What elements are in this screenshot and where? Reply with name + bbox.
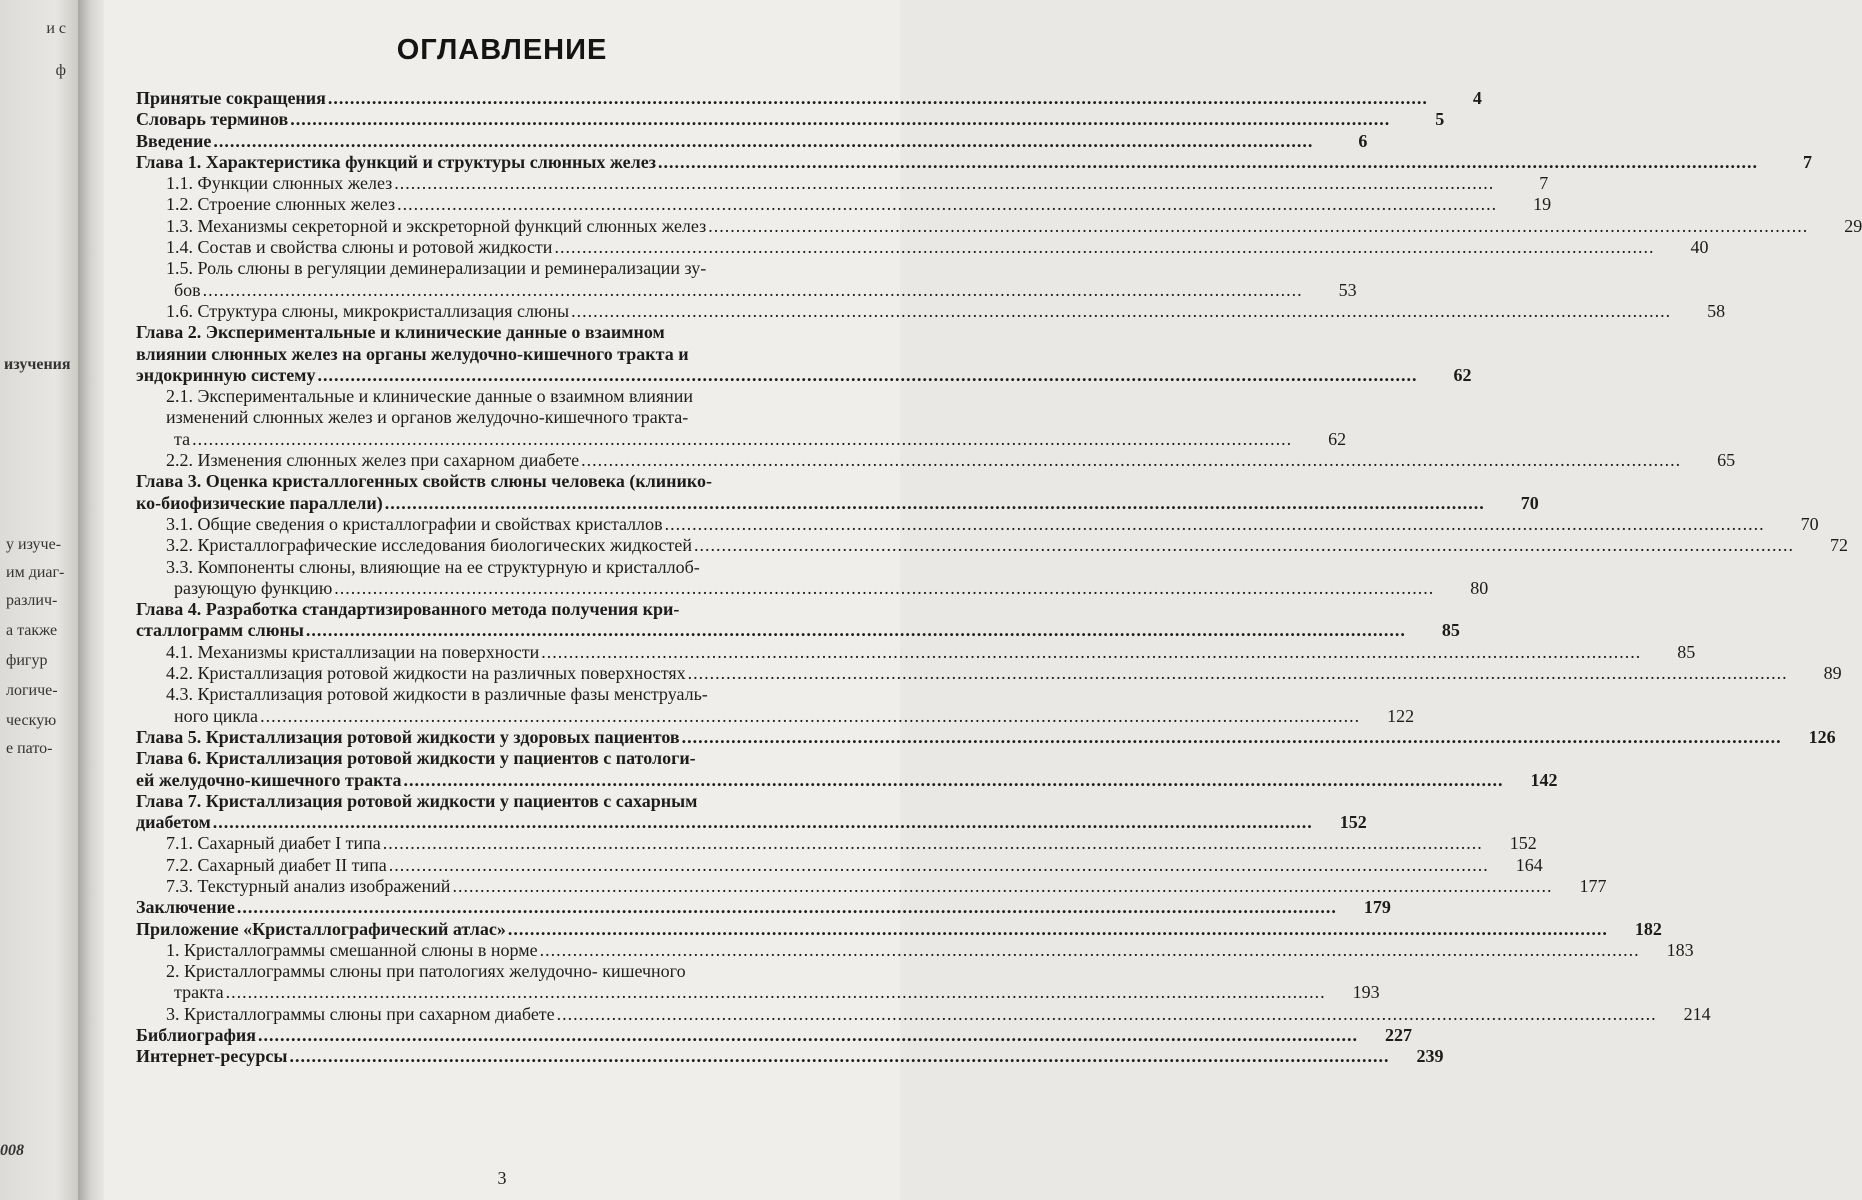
toc-leader-dots: ........................................................................................................................................................................................................ [212,812,1313,833]
toc-entry-title-line: Глава 3. Оценка кристаллогенных свойств слюны человека (клинико- [136,471,713,492]
toc-leader-dots: ........................................................................................................................................................................................................ [192,428,1293,449]
toc-section-entry [136,939,1694,961]
toc-entry-page: 80 [1470,577,1489,598]
toc-section-entry [136,684,1415,727]
toc-entry-title-line: влиянии слюнных желез на органы желудочно-кишечного тракта и [136,343,689,364]
toc-entry-page: 183 [1666,939,1694,960]
toc-leader-dots: ........................................................................................................................................................................................................ [539,939,1640,960]
toc-entry-page: 214 [1683,1003,1711,1024]
toc-leader-dots: ........................................................................................................................................................................................................ [694,535,1795,556]
toc-chapter-entry [136,918,1662,940]
toc-leader-dots: ........................................................................................................................................................................................................ [289,1046,1390,1067]
toc-entry-page: 19 [1533,194,1552,215]
toc-leader-dots: ........................................................................................................................................................................................................ [334,577,1435,598]
toc-section-entry [136,513,1819,535]
left-page-fragment: у изуче- [6,536,62,553]
toc-entry-title: 4.2. Кристаллизация ротовой жидкости на различных поверхностях [166,663,686,684]
toc-entry-title: 2.2. Изменения слюнных желез при сахарном диабете [166,450,580,471]
toc-leader-dots: ........................................................................................................................................................................................................ [452,875,1553,896]
toc-section-entry [136,300,1726,322]
toc-entry-title: 3. Кристаллограммы слюны при сахарном диабете [166,1003,555,1024]
toc-leader-dots: ........................................................................................................................................................................................................ [394,173,1495,194]
toc-chapter-entry [136,88,1482,109]
toc-leader-dots: ........................................................................................................................................................................................................ [317,364,1418,385]
toc-leader-dots: ........................................................................................................................................................................................................ [541,641,1642,662]
toc-entry-title-line: ного цикла [174,705,259,726]
toc-entry-title-line: Глава 7. Кристаллизация ротовой жидкости у пациентов с сахарным [136,790,698,811]
toc-entry-title: 1.1. Функции слюнных желез [166,173,393,194]
toc-chapter-entry [136,1025,1413,1046]
toc-entry-title: 4.1. Механизмы кристаллизации на поверхности [166,641,540,662]
left-page-fragment: 008 [0,1142,24,1159]
toc-entry-title-line: тракта [174,982,224,1003]
toc-section-entry [136,663,1842,684]
toc-entry-page: 40 [1690,237,1709,258]
toc-chapter-entry [136,471,1539,514]
toc-leader-dots: ........................................................................................................................................................................................................ [681,726,1782,747]
left-page-fragment: изучения [4,356,71,373]
toc-leader-dots: ........................................................................................................................................................................................................ [202,279,1303,300]
toc-entry-title: Глава 1. Характеристика функций и структуры слюнных желез [136,151,656,172]
toc-section-entry [136,535,1849,556]
toc-leader-dots: ........................................................................................................................................................................................................ [236,897,1337,918]
toc-entry-title-line: Глава 2. Экспериментальные и клинические данные о взаимном [136,322,665,343]
left-page-fragment: и с [46,20,66,37]
left-page-fragment: различ- [6,592,58,609]
toc-entry-page: 70 [1800,513,1819,534]
toc-entry-title: Принятые сокращения [136,88,326,108]
toc-entry-page: 58 [1707,300,1726,321]
toc-entry-title-line: бов [174,279,201,300]
toc-section-entry [136,194,1552,215]
toc-entry-title-line: ко-биофизические параллели) [136,492,383,513]
toc-entry-page: 4 [1472,88,1482,108]
toc-entry-title: 7.3. Текстурный анализ изображений [166,875,451,896]
toc-entry-page: 89 [1823,663,1842,684]
toc-leader-dots: ........................................................................................................................................................................................................ [571,300,1672,321]
toc-entry-title-line: эндокринную систему [136,364,316,385]
toc-entry-title-line: разующую функцию [174,577,333,598]
left-page-fragment: е пато- [6,740,53,757]
toc-entry-page: 239 [1416,1046,1444,1067]
toc-entry-title: 7.1. Сахарный диабет I типа [166,833,381,854]
toc-entry-title-line: диабетом [136,812,211,833]
toc-entry-title: 1.6. Структура слюны, микрокристаллизация слюны [166,300,570,321]
toc-entry-page: 70 [1520,492,1539,513]
toc-leader-dots: ........................................................................................................................................................................................................ [687,663,1788,684]
toc-chapter-entry [136,599,1460,642]
toc-section-entry [136,450,1736,471]
left-page-fragment: ф [55,62,66,79]
page-number: 3 [497,1168,507,1188]
toc-entry-title: Приложение «Кристаллографический атлас» [136,918,506,939]
toc-entry-title: 3.2. Кристаллографические исследования биологических жидкостей [166,535,693,556]
toc-entry-title: Интернет-ресурсы [136,1046,288,1067]
toc-leader-dots: ........................................................................................................................................................................................................ [554,237,1655,258]
toc-entry-title-line: 3.3. Компоненты слюны, влияющие на ее структурную и кристаллоб- [166,556,700,577]
page-title: ОГЛАВЛЕНИЕ [396,34,608,66]
toc-entry-page: 179 [1363,897,1391,918]
toc-entry-title: Заключение [136,897,235,918]
left-page-fragment: фигур [6,652,48,669]
left-page-fragment: а также [6,622,58,639]
toc-entry-page: 126 [1808,726,1836,747]
toc-leader-dots: ........................................................................................................................................................................................................ [258,1025,1359,1046]
toc-entry-page: 62 [1453,364,1472,385]
toc-chapter-entry [136,109,1445,130]
toc-leader-dots: ........................................................................................................................................................................................................ [403,769,1504,790]
toc-leader-dots: ........................................................................................................................................................................................................ [225,982,1326,1003]
toc-chapter-entry [136,322,1472,386]
toc-entry-title-line: ей желудочно-кишечного тракта [136,769,402,790]
toc-entry-title-line: 2.1. Экспериментальные и клинические данные о взаимном влиянии [166,386,694,407]
toc-entry-page: 85 [1677,641,1696,662]
toc-section-entry [136,641,1696,663]
left-page-fragment: им диаг- [6,564,65,581]
toc-entry-title: Библиография [136,1025,257,1046]
toc-entry-title-line: изменений слюнных желез и органов желудочно-кишечного тракта- [166,407,689,428]
toc-entry-title-line: Глава 4. Разработка стандартизированного метода получения кри- [136,599,680,620]
book-gutter [78,0,106,1200]
left-page-fragment: ческую [6,712,57,729]
toc-section-entry [136,1003,1711,1025]
toc-section-entry [136,875,1607,897]
toc-leader-dots: ........................................................................................................................................................................................................ [260,705,1361,726]
toc-leader-dots: ........................................................................................................................................................................................................ [213,130,1314,151]
toc-entry-page: 7 [1539,173,1549,194]
toc-entry-page: 227 [1385,1025,1413,1046]
toc-section-entry [136,386,1347,450]
toc-entry-page: 29 [1844,215,1862,236]
toc-entry-title: 1. Кристаллограммы смешанной слюны в норме [166,939,538,960]
toc-chapter-entry [136,790,1367,834]
toc-entry-page: 122 [1387,705,1415,726]
toc-entry-page: 5 [1435,109,1445,130]
toc-entry-page: 53 [1338,279,1357,300]
toc-entry-title-line: 2. Кристаллограммы слюны при патологиях желудочно- кишечного [166,961,686,982]
book-page [104,0,1862,1200]
toc-leader-dots: ........................................................................................................................................................................................................ [382,833,1483,854]
toc-leader-dots: ........................................................................................................................................................................................................ [305,620,1406,641]
toc-leader-dots: ........................................................................................................................................................................................................ [581,450,1682,471]
toc-leader-dots: ........................................................................................................................................................................................................ [708,215,1809,236]
toc-entry-title: 3.1. Общие сведения о кристаллографии и свойствах кристаллов [166,513,663,534]
toc-section-entry [136,556,1489,600]
toc-entry-page: 85 [1441,620,1460,641]
toc-chapter-entry [136,130,1368,152]
toc-section-entry [136,215,1862,237]
toc-entry-title-line: сталлограмм слюны [136,620,304,641]
toc-section-entry [136,173,1549,194]
toc-entry-page: 164 [1515,854,1543,875]
toc-entry-page: 152 [1509,833,1537,854]
toc-entry-title-line: 1.5. Роль слюны в регуляции деминерализации и реминерализации зу- [166,258,707,279]
toc-entry-title-line: та [174,428,191,449]
toc-leader-dots: ........................................................................................................................................................................................................ [290,109,1391,130]
toc-entry-title: 1.2. Строение слюнных желез [166,194,396,215]
toc-entry-title-line: Глава 6. Кристаллизация ротовой жидкости у пациентов с патологи- [136,748,696,769]
toc-leader-dots: ........................................................................................................................................................................................................ [658,151,1758,172]
toc-entry-page: 152 [1339,812,1367,833]
toc-entry-title: Глава 5. Кристаллизация ротовой жидкости у здоровых пациентов [136,726,680,747]
toc-section-entry [136,833,1537,854]
toc-leader-dots: ........................................................................................................................................................................................................ [327,88,1428,108]
toc-entry-page: 6 [1358,130,1368,151]
toc-leader-dots: ........................................................................................................................................................................................................ [664,513,1765,534]
toc-chapter-entry [136,151,1812,173]
toc-entry-title-line: 4.3. Кристаллизация ротовой жидкости в различные фазы менструаль- [166,684,708,705]
toc-entry-page: 193 [1352,982,1380,1003]
toc-chapter-entry [136,748,1558,791]
toc-entry-page: 65 [1717,450,1736,471]
adjacent-page-edge [0,0,80,1200]
toc-entry-page: 72 [1830,535,1849,556]
toc-leader-dots: ........................................................................................................................................................................................................ [556,1003,1657,1024]
toc-entry-page: 182 [1634,918,1662,939]
toc-entry-title: Словарь терминов [136,109,289,130]
toc-chapter-entry [136,726,1836,748]
toc-chapter-entry [136,897,1391,918]
toc-leader-dots: ........................................................................................................................................................................................................ [388,854,1489,875]
toc-section-entry [136,854,1543,876]
toc-chapter-entry [136,1046,1444,1067]
toc-section-entry [136,258,1357,301]
left-page-fragment: логиче- [6,682,58,699]
toc-entry-title: 7.2. Сахарный диабет II типа [166,854,387,875]
toc-leader-dots: ........................................................................................................................................................................................................ [397,194,1498,215]
toc-entry-title: Введение [136,130,212,151]
toc-entry-page: 62 [1328,428,1347,449]
toc-leader-dots: ........................................................................................................................................................................................................ [507,918,1608,939]
table-of-contents [136,88,1862,1068]
toc-entry-page: 7 [1803,151,1812,172]
toc-leader-dots: ........................................................................................................................................................................................................ [384,492,1485,513]
toc-entry-page: 177 [1579,875,1607,896]
toc-entry-title: 1.3. Механизмы секреторной и экскреторной функций слюнных желез [166,215,707,236]
toc-section-entry [136,961,1380,1004]
toc-section-entry [136,237,1709,258]
toc-entry-page: 142 [1530,769,1558,790]
toc-entry-title: 1.4. Состав и свойства слюны и ротовой жидкости [166,237,553,258]
